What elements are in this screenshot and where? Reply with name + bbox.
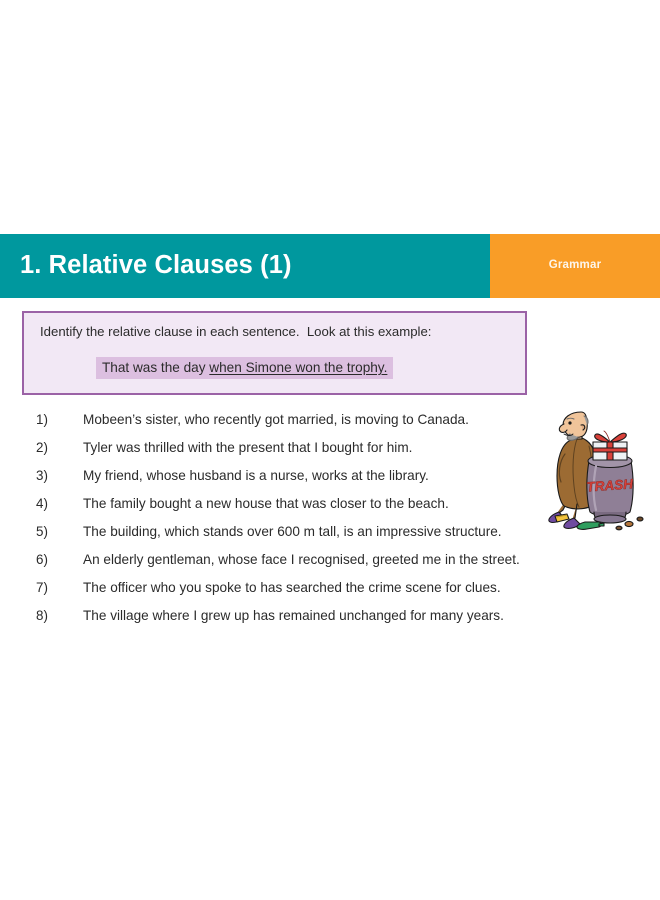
- list-item[interactable]: [36, 496, 596, 524]
- subject-tag-band: [490, 234, 660, 298]
- list-item-number: 3): [36, 468, 48, 483]
- list-item[interactable]: [36, 524, 596, 552]
- illustration-man-and-trash-can: [541, 406, 653, 532]
- list-item-number: 5): [36, 524, 48, 539]
- list-item-number: 2): [36, 440, 48, 455]
- list-item-text: The village where I grew up has remained unchanged for many years.: [83, 608, 504, 623]
- page-header: [0, 234, 660, 298]
- list-item[interactable]: [36, 440, 596, 468]
- list-item-text: The officer who you spoke to has searched the crime scene for clues.: [83, 580, 501, 595]
- list-item-text: The family bought a new house that was closer to the beach.: [83, 496, 449, 511]
- instruction-box: [22, 311, 527, 395]
- header-title-band: [0, 234, 490, 298]
- sentence-list: [36, 412, 596, 636]
- instruction-text: Identify the relative clause in each sentence. Look at this example:: [40, 324, 432, 339]
- subject-tag-label: Grammar: [548, 259, 602, 271]
- list-item-number: 1): [36, 412, 48, 427]
- list-item[interactable]: [36, 412, 596, 440]
- list-item-text: Tyler was thrilled with the present that I bought for him.: [83, 440, 413, 455]
- list-item[interactable]: [36, 468, 596, 496]
- example-sentence-lead: That was the day: [102, 360, 210, 375]
- list-item-text: The building, which stands over 600 m tall, is an impressive structure.: [83, 524, 502, 539]
- list-item-number: 7): [36, 580, 48, 595]
- page-title: 1. Relative Clauses (1): [20, 251, 292, 280]
- list-item-text: My friend, whose husband is a nurse, works at the library.: [83, 468, 429, 483]
- list-item-number: 4): [36, 496, 48, 511]
- svg-text:TRASH: TRASH: [585, 476, 634, 495]
- list-item[interactable]: [36, 580, 596, 608]
- list-item-text: Mobeen’s sister, who recently got married, is moving to Canada.: [83, 412, 469, 427]
- list-item[interactable]: [36, 552, 596, 580]
- example-relative-clause: when Simone won the trophy.: [209, 360, 388, 375]
- list-item[interactable]: [36, 608, 596, 636]
- list-item-number: 6): [36, 552, 48, 567]
- list-item-text: An elderly gentleman, whose face I recognised, greeted me in the street.: [83, 552, 520, 567]
- list-item-number: 8): [36, 608, 48, 623]
- example-sentence: [96, 357, 393, 379]
